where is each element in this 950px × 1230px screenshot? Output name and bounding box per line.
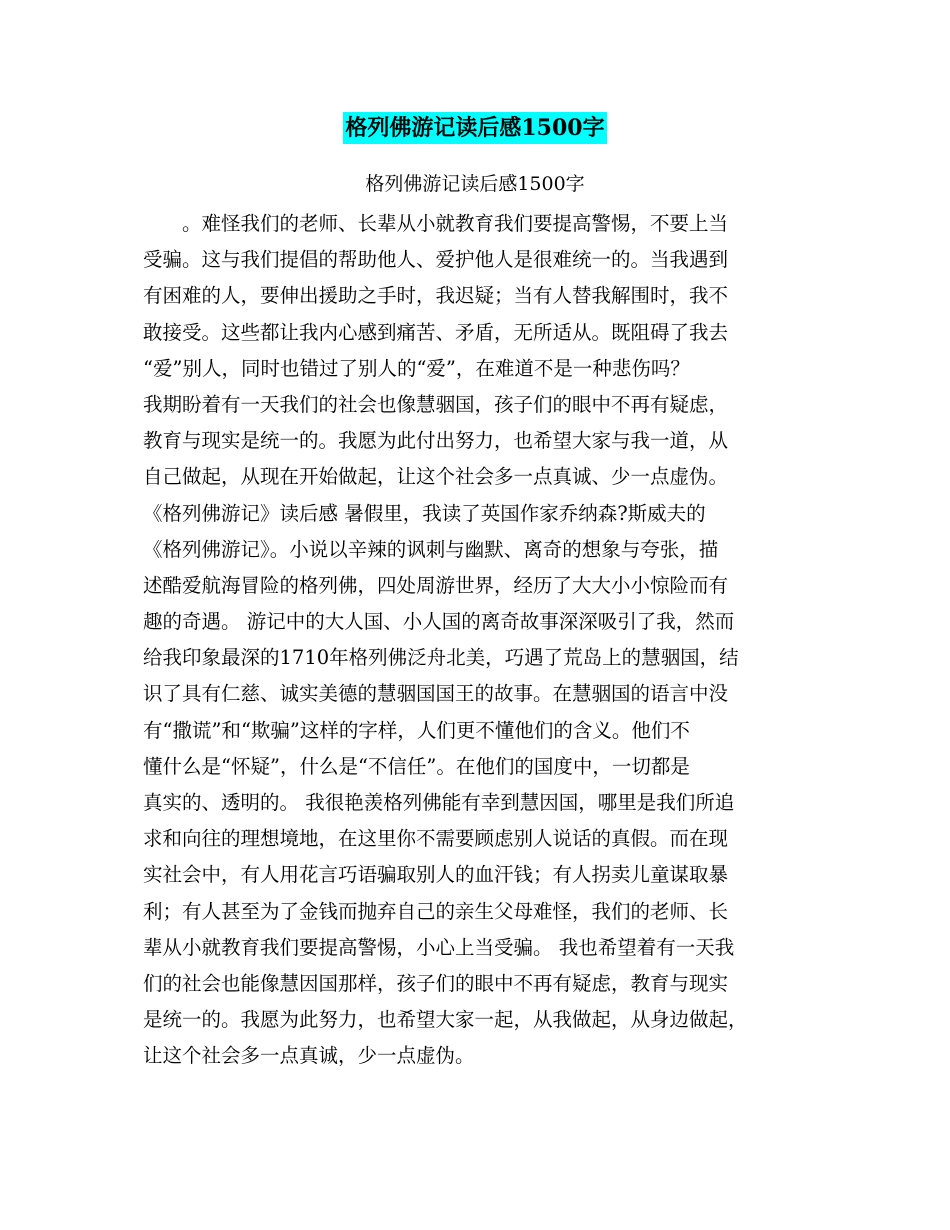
body-text-line: 。难怪我们的老师、长辈从小就教育我们要提高警惕，不要上当 bbox=[143, 212, 729, 235]
body-text-line: 让这个社会多一点真诚，少一点虚伪。 bbox=[143, 1044, 475, 1068]
body-text-line: 给我印象最深的1710年格列佛泛舟北美，巧遇了荒岛上的慧骃国，结 bbox=[143, 646, 739, 670]
body-text-line: 真实的、透明的。 我很艳羡格列佛能有幸到慧因国，哪里是我们所追 bbox=[143, 791, 735, 814]
body-text-line: 们的社会也能像慧因国那样，孩子们的眼中不再有疑虑，教育与现实 bbox=[143, 971, 729, 995]
body-text-line: 有“撒谎”和“欺骗”这样的字样，人们更不懂他们的含义。他们不 bbox=[143, 718, 690, 742]
body-text-line: 教育与现实是统一的。我愿为此付出努力，也希望大家与我一道，从 bbox=[143, 429, 729, 453]
body-text-line: 辈从小就教育我们要提高警惕，小心上当受骗。 我也希望着有一天我 bbox=[143, 935, 735, 959]
body-text-line: 懂什么是“怀疑”，什么是“不信任”。在他们的国度中，一切都是 bbox=[143, 754, 690, 778]
document-title-row bbox=[0, 112, 950, 144]
body-text-line: 利；有人甚至为了金钱而抛弃自己的亲生父母难怪，我们的老师、长 bbox=[143, 899, 729, 923]
body-text-line: 趣的奇遇。 游记中的大人国、小人国的离奇故事深深吸引了我，然而 bbox=[143, 610, 735, 634]
body-text-line: 有困难的人，要伸出援助之手时，我迟疑；当有人替我解围时，我不 bbox=[143, 284, 729, 308]
body-text-line: 实社会中，有人用花言巧语骗取别人的血汗钱；有人拐卖儿童谋取暴 bbox=[143, 863, 729, 887]
body-text-line: 《格列佛游记》读后感 暑假里，我读了英国作家乔纳森?斯威夫的 bbox=[143, 501, 706, 525]
document-title: 格列佛游记读后感1500字 bbox=[343, 112, 606, 144]
body-text-line: 是统一的。我愿为此努力，也希望大家一起，从我做起，从身边做起， bbox=[143, 1008, 748, 1032]
body-text-line: 述酷爱航海冒险的格列佛，四处周游世界，经历了大大小小惊险而有 bbox=[143, 573, 729, 597]
body-text-line: 求和向往的理想境地，在这里你不需要顾虑别人说话的真假。而在现 bbox=[143, 827, 729, 851]
body-text-line: “爱”别人，同时也错过了别人的“爱”，在难道不是一种悲伤吗？ bbox=[143, 356, 690, 380]
body-text-line: 自己做起，从现在开始做起，让这个社会多一点真诚、少一点虚伪。 bbox=[143, 465, 729, 489]
body-text-line: 敢接受。这些都让我内心感到痛苦、矛盾，无所适从。既阻碍了我去 bbox=[143, 320, 729, 344]
body-text-line: 我期盼着有一天我们的社会也像慧骃国，孩子们的眼中不再有疑虑， bbox=[143, 392, 729, 416]
document-subtitle: 格列佛游记读后感1500字 bbox=[365, 173, 585, 195]
body-text-line: 受骗。这与我们提倡的帮助他人、爱护他人是很难统一的。当我遇到 bbox=[143, 248, 729, 272]
document-body bbox=[143, 206, 823, 1075]
body-text-line: 《格列佛游记》。小说以辛辣的讽刺与幽默、离奇的想象与夸张，描 bbox=[143, 537, 719, 561]
body-text-line: 识了具有仁慈、诚实美德的慧骃国国王的故事。在慧骃国的语言中没 bbox=[143, 682, 729, 706]
